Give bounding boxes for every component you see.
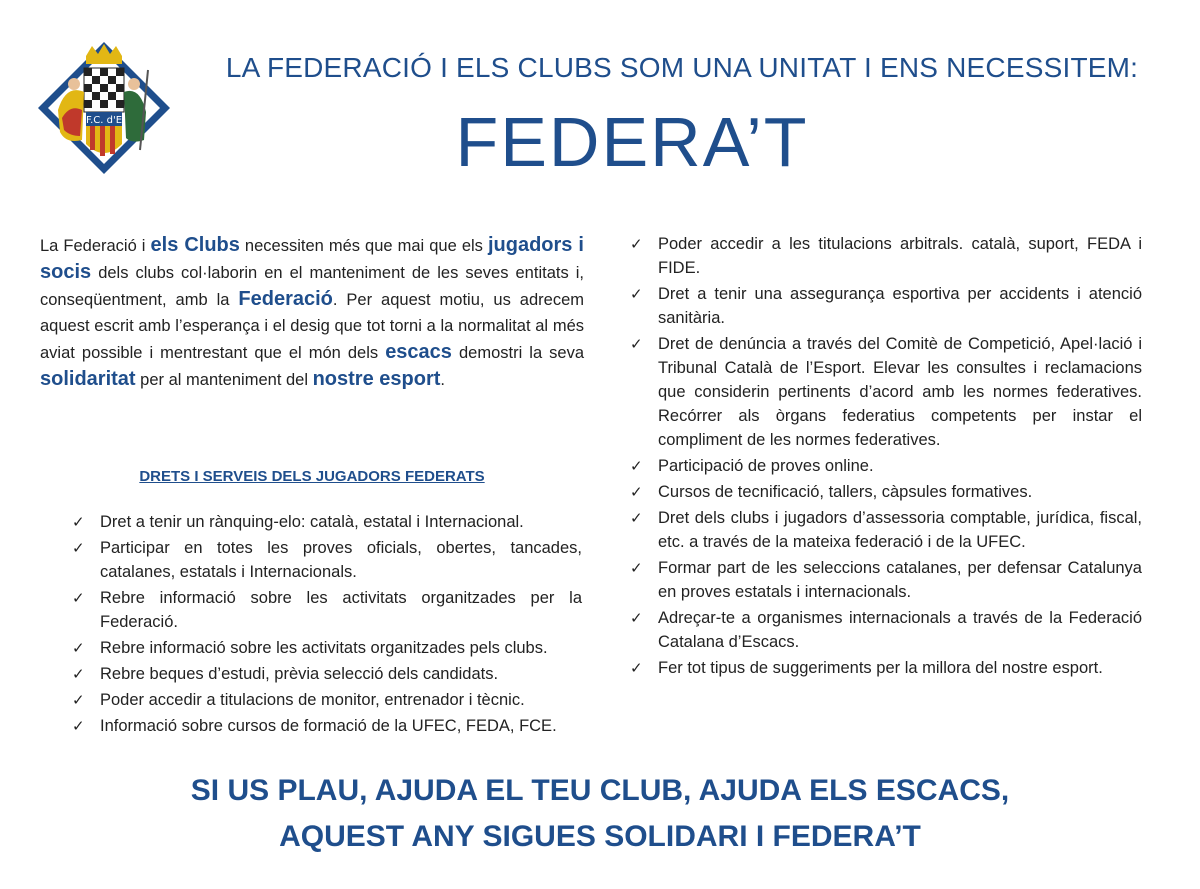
logo-text: F.C. d'E (85, 115, 123, 126)
check-icon: ✓ (72, 539, 85, 557)
page-title: FEDERA’T (455, 103, 809, 181)
intro-paragraph: La Federació i els Clubs necessiten més que mai que els jugadors i socis dels clubs col·laborin en el manteniment de les seves entitats i, conseqüentment, amb la Federació. Per aquest motiu, us adrecem aquest escrit amb l’esperança i el desig que tot torni a la normalitat al més aviat possible i mentrestant que el món dels escacs demostri la seva solidaritat per al manteniment del nostre esport. (40, 234, 585, 390)
list-item: ✓ Dret dels clubs i jugadors d’assessoria comptable, jurídica, fiscal, etc. a través de la mateixa federació i de la UFEC. (628, 506, 1142, 554)
check-icon: ✓ (630, 559, 643, 577)
list-item: ✓ Rebre informació sobre les activitats organitzades pels clubs. (70, 636, 582, 660)
check-icon: ✓ (630, 509, 643, 527)
federation-crest-logo (36, 40, 172, 176)
emphasis-chess: escacs (385, 341, 452, 363)
check-icon: ✓ (630, 235, 643, 253)
check-icon: ✓ (72, 691, 85, 709)
list-item: ✓ Cursos de tecnificació, tallers, càpsules formatives. (628, 480, 1142, 504)
check-icon: ✓ (630, 483, 643, 501)
emphasis-players: jugadors i socis (40, 234, 584, 283)
list-item: ✓ Adreçar-te a organismes internacionals a través de la Federació Catalana d’Escacs. (628, 606, 1142, 654)
list-item: ✓ Formar part de les seleccions catalanes, per defensar Catalunya en proves estatals i internacionals. (628, 556, 1142, 604)
list-item: ✓ Informació sobre cursos de formació de la UFEC, FEDA, FCE. (70, 714, 582, 738)
emphasis-solidarity: solidaritat (40, 368, 136, 390)
list-item: ✓ Participació de proves online. (628, 454, 1142, 478)
section-heading: DRETS I SERVEIS DELS JUGADORS FEDERATS (139, 468, 485, 485)
list-item: ✓ Dret de denúncia a través del Comitè de Competició, Apel·lació i Tribunal Català de l’Esport. Elevar les consultes i reclamacions que considerin pertinents d’acord amb les normes federatives. Recórrer als òrgans federatius competents per instar el compliment de les normes federatives. (628, 332, 1142, 452)
footer-line-1: SI US PLAU, AJUDA EL TEU CLUB, AJUDA ELS ESCACS, (190, 774, 1010, 807)
emphasis-clubs: els Clubs (150, 234, 240, 256)
check-icon: ✓ (630, 609, 643, 627)
check-icon: ✓ (72, 589, 85, 607)
emphasis-federation: Federació (238, 288, 333, 310)
check-icon: ✓ (630, 659, 643, 677)
headline: LA FEDERACIÓ I ELS CLUBS SOM UNA UNITAT I ENS NECESSITEM: (225, 52, 1139, 83)
list-item: ✓ Participar en totes les proves oficials, obertes, tancades, catalanes, estatals i Internacionals. (70, 536, 582, 584)
check-icon: ✓ (630, 335, 643, 353)
list-item: ✓ Rebre informació sobre les activitats organitzades per la Federació. (70, 586, 582, 634)
list-item: ✓ Dret a tenir una assegurança esportiva per accidents i atenció sanitària. (628, 282, 1142, 330)
footer-call-to-action (0, 768, 1200, 860)
emphasis-our-sport: nostre esport (312, 368, 441, 390)
check-icon: ✓ (630, 457, 643, 475)
rights-list-left (70, 510, 582, 740)
list-item: ✓ Rebre beques d’estudi, prèvia selecció dels candidats. (70, 662, 582, 686)
check-icon: ✓ (630, 285, 643, 303)
list-item: ✓ Fer tot tipus de suggeriments per la millora del nostre esport. (628, 656, 1142, 680)
rights-list-right (628, 232, 1142, 682)
list-item: ✓ Poder accedir a titulacions de monitor, entrenador i tècnic. (70, 688, 582, 712)
check-icon: ✓ (72, 665, 85, 683)
footer-line-2: AQUEST ANY SIGUES SOLIDARI I FEDERA’T (279, 820, 921, 853)
check-icon: ✓ (72, 513, 85, 531)
check-icon: ✓ (72, 639, 85, 657)
check-icon: ✓ (72, 717, 85, 735)
list-item: ✓ Dret a tenir un rànquing-elo: català, estatal i Internacional. (70, 510, 582, 534)
list-item: ✓ Poder accedir a les titulacions arbitrals. català, suport, FEDA i FIDE. (628, 232, 1142, 280)
